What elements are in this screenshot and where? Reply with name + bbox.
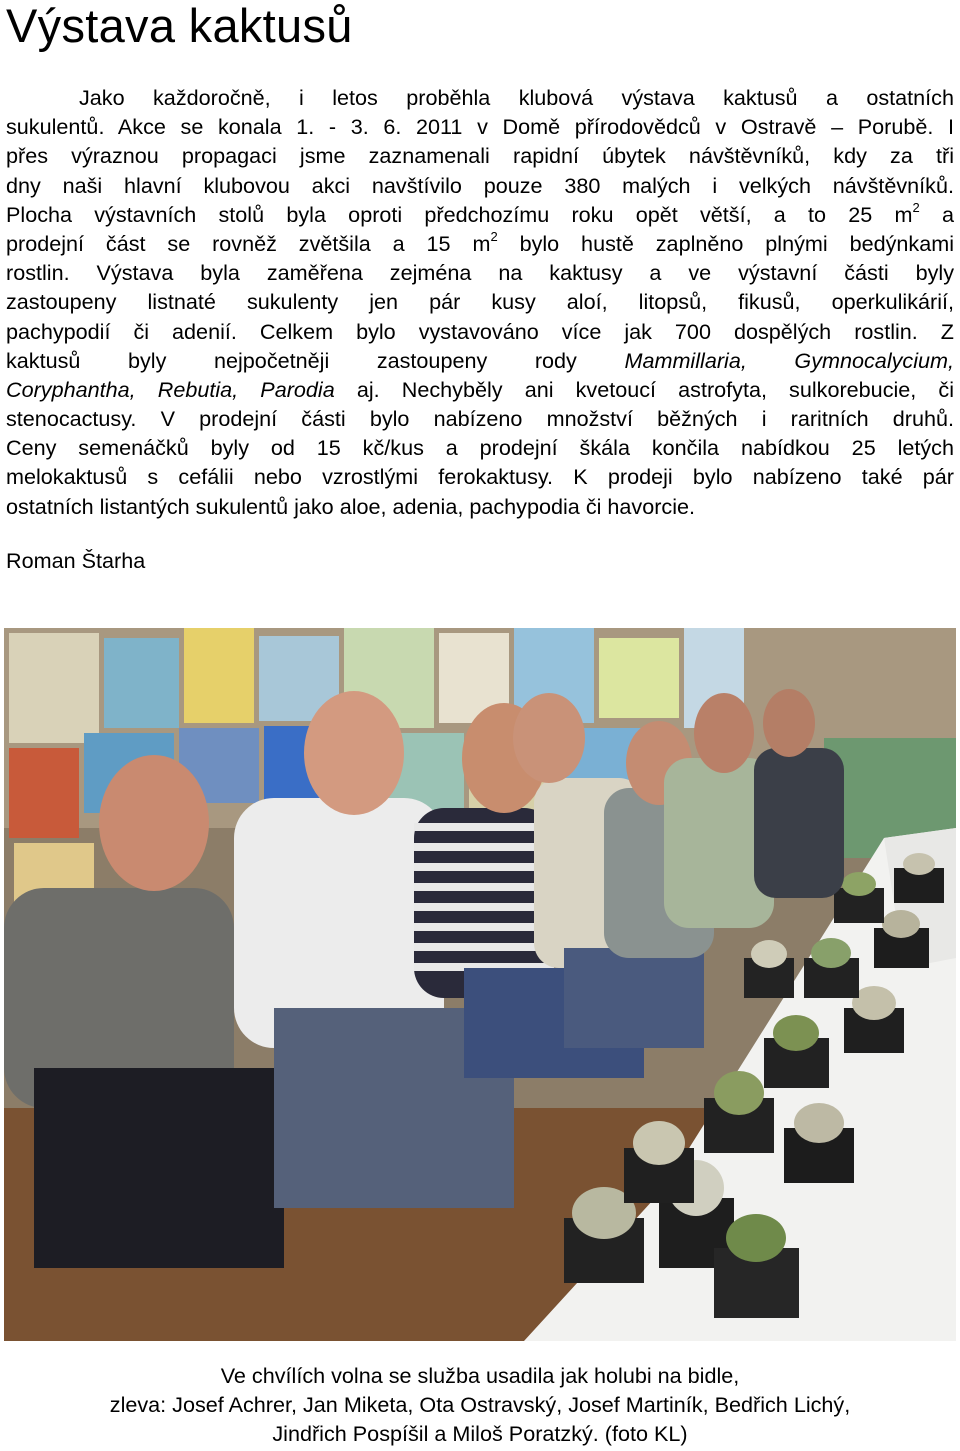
body-line: Plocha výstavních stolů byla oproti předchozímu roku opět větší, a to 25 $m^2$ a [6, 199, 954, 227]
article-body [6, 83, 954, 521]
body-line: Ceny semenáčků byly od 15 kč/kus a prodejní škála končila nabídkou 25 letých [6, 435, 954, 461]
genus-names: Coryphantha, Rebutia, Parodia [6, 376, 335, 402]
article-title: Výstava kaktusů [6, 0, 353, 52]
body-line: dny naši hlavní klubovou akci navštívilo pouze 380 malých i velkých návštěvníků. [6, 172, 954, 198]
body-line: sukulentů. Akce se konala 1. - 3. 6. 2011 v Domě přírodovědců v Ostravě – Porubě. I [6, 114, 954, 140]
body-line: prodejní část se rovněž zvětšila a 15 $m^2$ bylo hustě zaplněno plnými bedýnkami [6, 228, 954, 256]
body-line: stenocactusy. V prodejní části bylo nabízeno množství běžných i raritních druhů. [6, 406, 954, 432]
body-line: melokaktusů s cefálii nebo vzrostlými ferokaktusy. K prodeji bylo nabízeno také pár [6, 464, 954, 490]
body-line: přes výraznou propagaci jsme zaznamenali rapidní úbytek návštěvníků, kdy za tři [6, 143, 954, 169]
body-line: pachypodií či adenií. Celkem bylo vystavováno více jak 700 dospělých rostlin. Z [6, 318, 954, 344]
body-line: Jako každoročně, i letos proběhla klubová výstava kaktusů a ostatních [79, 85, 954, 110]
caption-line: Ve chvílích volna se služba usadila jak holubi na bidle, [220, 1363, 740, 1388]
caption-line: Jindřich Pospíšil a Miloš Poratzký. (foto KL) [272, 1421, 688, 1446]
photo-caption [0, 1361, 960, 1448]
body-line: kaktusů byly nejpočetněji zastoupeny rody Mammillaria, Gymnocalycium, [6, 347, 954, 373]
superscript: 2 [912, 199, 920, 215]
body-line: ostatních listantých sukulentů jako aloe, adenia, pachypodia či havorcie. [6, 493, 696, 519]
author-name: Roman Štarha [6, 548, 146, 573]
group-photo [4, 628, 956, 1341]
body-line: rostlin. Výstava byla zaměřena zejména na kaktusy a ve výstavní části byly [6, 260, 954, 286]
genus-names: Mammillaria, Gymnocalycium, [624, 347, 954, 373]
body-line: Coryphantha, Rebutia, Parodia aj. Nechyběly ani kvetoucí astrofyta, sulkorebucie, či [6, 376, 954, 402]
superscript: 2 [490, 228, 498, 244]
caption-line: zleva: Josef Achrer, Jan Miketa, Ota Ostravský, Josef Martiník, Bedřich Lichý, [109, 1392, 851, 1417]
body-line: zastoupeny listnaté sukulenty jen pár kusy aloí, litopsů, fikusů, operkulikárií, [6, 289, 954, 315]
